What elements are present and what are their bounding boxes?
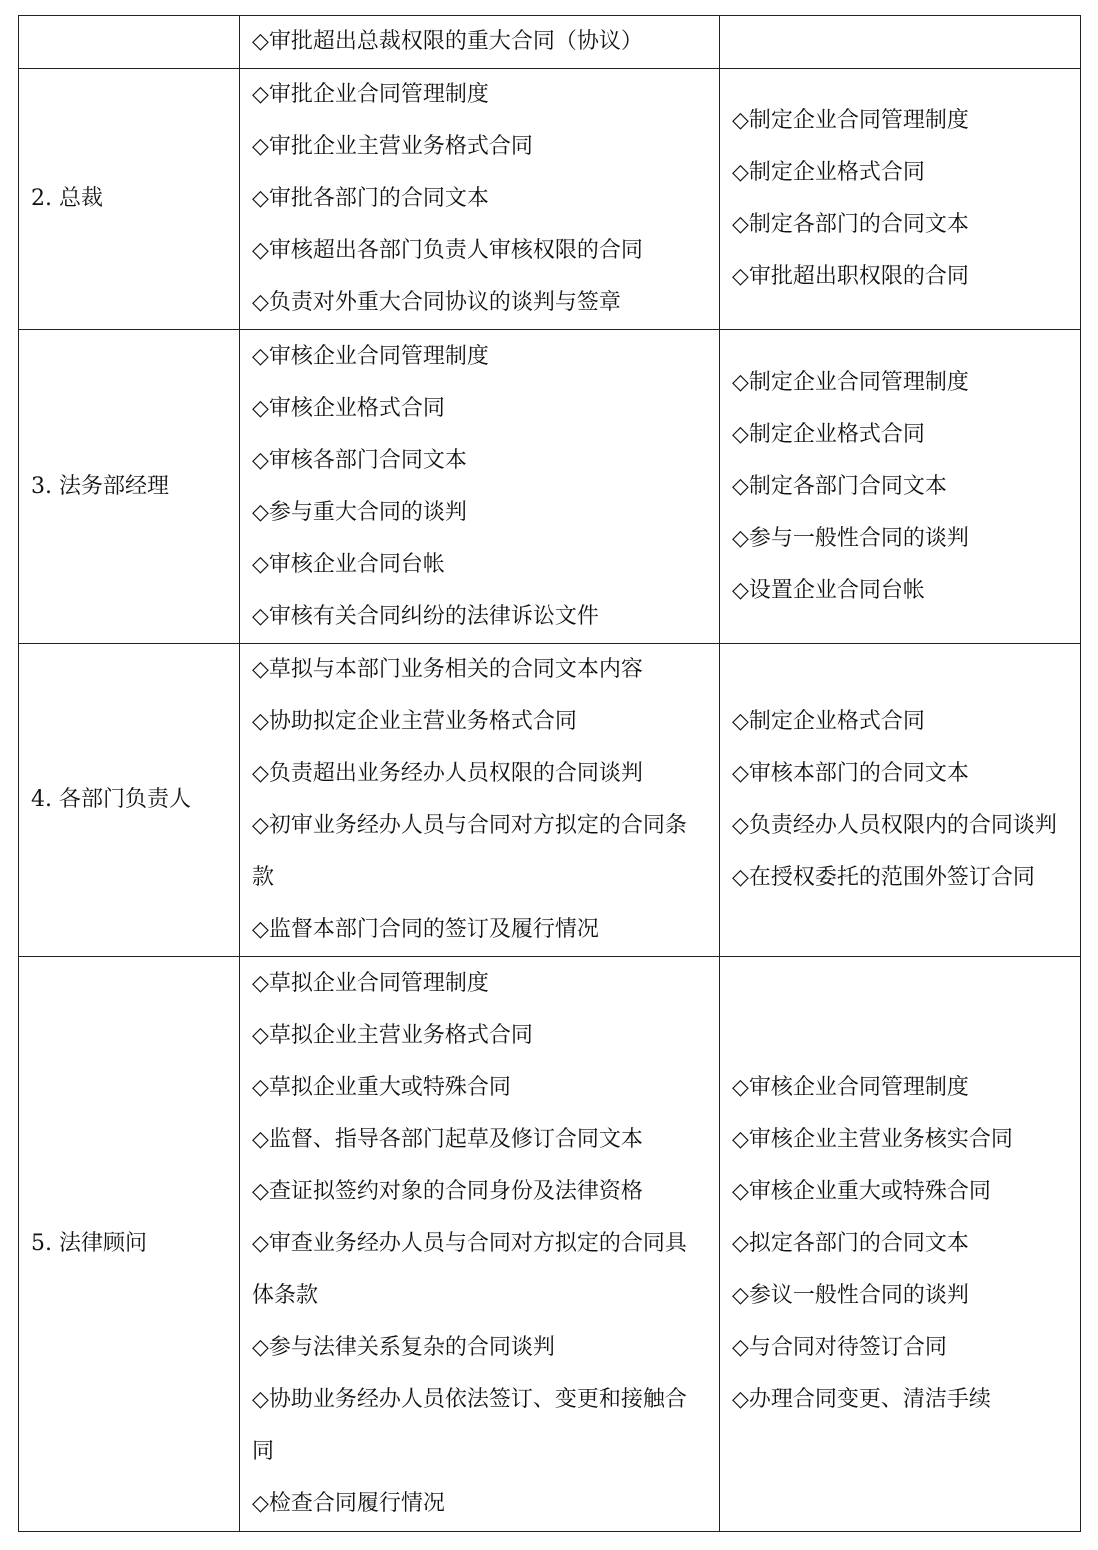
duty-item: ◇制定企业合同管理制度 [732,369,969,395]
table-row [19,69,1081,330]
duty-cell [720,644,1081,957]
table-row [19,16,1081,69]
table-row [19,957,1081,1532]
approval-item: ◇协助业务经办人员依法签订、变更和接触合同 [252,1387,687,1464]
duty-item: ◇拟定各部门的合同文本 [732,1231,969,1256]
duty-item: ◇与合同对待签订合同 [732,1335,947,1360]
role-label: 3. 法务部经理 [31,473,169,499]
role-cell [19,330,240,644]
approval-item: ◇初审业务经办人员与合同对方拟定的合同条款 [252,813,687,890]
approval-item: ◇参与重大合同的谈判 [252,499,467,525]
approval-item: ◇监督、指导各部门起草及修订合同文本 [252,1127,643,1152]
approval-cell [240,957,720,1532]
duty-item: ◇负责经办人员权限内的合同谈判 [732,813,1057,838]
duty-item: ◇审批超出职权限的合同 [732,264,969,289]
approval-item: ◇审批企业合同管理制度 [252,82,489,107]
duty-item: ◇审核企业主营业务核实合同 [732,1127,1013,1152]
table-row [19,330,1081,644]
approval-item: ◇草拟企业主营业务格式合同 [252,1023,533,1048]
approval-item: ◇草拟企业重大或特殊合同 [252,1075,511,1100]
approval-item: ◇协助拟定企业主营业务格式合同 [252,709,577,734]
approval-item: ◇审核企业格式合同 [252,395,445,421]
duty-item: ◇参议一般性合同的谈判 [732,1283,969,1308]
duty-item: ◇制定企业格式合同 [732,160,925,185]
duty-item: ◇制定各部门的合同文本 [732,212,969,237]
duty-item: ◇制定企业合同管理制度 [732,108,969,133]
responsibility-table [18,15,1081,1532]
duty-item: ◇在授权委托的范围外签订合同 [732,865,1035,890]
approval-item: ◇审批各部门的合同文本 [252,186,489,211]
role-cell [19,16,240,69]
approval-item: ◇草拟与本部门业务相关的合同文本内容 [252,657,643,682]
approval-item: ◇查证拟签约对象的合同身份及法律资格 [252,1179,643,1204]
approval-item: ◇审核企业合同台帐 [252,551,445,577]
approval-cell [240,69,720,330]
approval-item: ◇审查业务经办人员与合同对方拟定的合同具体条款 [252,1231,687,1308]
role-cell [19,69,240,330]
approval-item: ◇审批超出总裁权限的重大合同（协议） [252,29,643,54]
duty-item: ◇参与一般性合同的谈判 [732,525,969,551]
approval-item: ◇审核有关合同纠纷的法律诉讼文件 [252,603,599,629]
approval-item: ◇审批企业主营业务格式合同 [252,134,533,159]
role-cell [19,957,240,1532]
duty-cell [720,69,1081,330]
duty-cell [720,957,1081,1532]
role-label: 4. 各部门负责人 [31,787,191,812]
approval-item: ◇负责超出业务经办人员权限的合同谈判 [252,761,643,786]
approval-item: ◇审核超出各部门负责人审核权限的合同 [252,238,643,263]
duty-cell [720,330,1081,644]
duty-item: ◇制定企业格式合同 [732,421,925,447]
duty-item: ◇审核企业重大或特殊合同 [732,1179,991,1204]
role-label: 2. 总裁 [31,186,103,211]
approval-item: ◇审核各部门合同文本 [252,447,467,473]
approval-item: ◇负责对外重大合同协议的谈判与签章 [252,290,621,315]
duty-item: ◇审核企业合同管理制度 [732,1075,969,1100]
duty-cell [720,16,1081,69]
approval-item: ◇草拟企业合同管理制度 [252,971,489,996]
table-body [19,16,1081,1532]
duty-item: ◇制定各部门合同文本 [732,473,947,499]
approval-item: ◇审核企业合同管理制度 [252,343,489,369]
approval-item: ◇参与法律关系复杂的合同谈判 [252,1335,555,1360]
approval-cell [240,330,720,644]
approval-cell [240,16,720,69]
duty-item: ◇制定企业格式合同 [732,709,925,734]
approval-item: ◇监督本部门合同的签订及履行情况 [252,917,599,942]
duty-item: ◇审核本部门的合同文本 [732,761,969,786]
role-label: 5. 法律顾问 [31,1231,147,1256]
duty-item: ◇设置企业合同台帐 [732,577,925,603]
role-cell [19,644,240,957]
approval-item: ◇检查合同履行情况 [252,1491,445,1516]
table-row [19,644,1081,957]
duty-item: ◇办理合同变更、清洁手续 [732,1387,991,1412]
approval-cell [240,644,720,957]
